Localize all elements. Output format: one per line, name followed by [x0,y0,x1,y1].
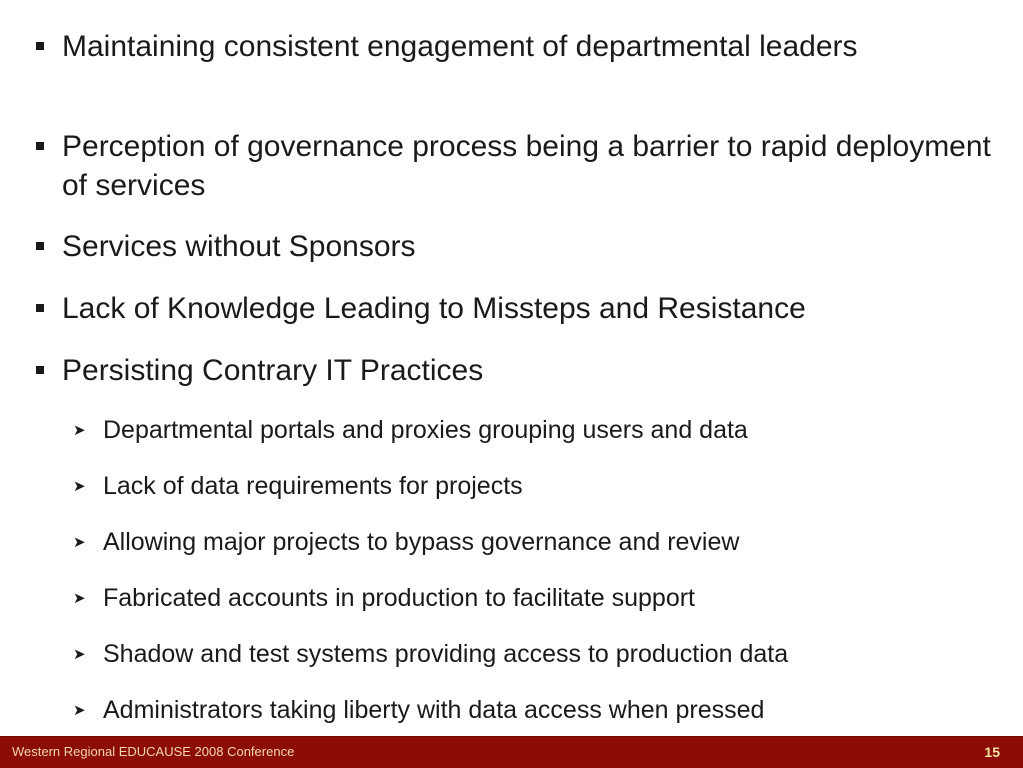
bullet-text: Maintaining consistent engagement of departmental leaders [62,30,858,63]
bullet-text: Lack of Knowledge Leading to Missteps and Resistance [62,292,806,325]
arrowhead-bullet-icon: ➤ [73,645,86,663]
bullet-item [62,27,1002,66]
conference-name: Western Regional EDUCAUSE 2008 Conference [12,744,295,759]
bullet-item [62,289,1002,328]
sub-bullet-text: Fabricated accounts in production to facilitate support [103,584,696,612]
arrowhead-bullet-icon: ➤ [73,701,86,719]
sub-bullet-text: Departmental portals and proxies grouping users and data [103,416,748,444]
bullet-item [62,127,1002,205]
square-bullet-icon [36,142,44,150]
bullet-text: Persisting Contrary IT Practices [62,354,484,387]
sub-bullet-item [73,582,1003,614]
square-bullet-icon [36,242,44,250]
sub-bullet-text: Shadow and test systems providing access to production data [103,640,789,668]
bullet-text: Services without Sponsors [62,230,416,263]
arrowhead-bullet-icon: ➤ [73,421,86,439]
bullet-item [62,351,1002,390]
sub-bullet-item [73,526,1003,558]
arrowhead-bullet-icon: ➤ [73,477,86,495]
sub-bullet-item [73,694,1003,726]
square-bullet-icon [36,304,44,312]
arrowhead-bullet-icon: ➤ [73,533,86,551]
sub-bullet-text: Allowing major projects to bypass governance and review [103,528,740,556]
sub-bullet-item [73,470,1003,502]
footer-bar [0,736,1023,768]
square-bullet-icon [36,366,44,374]
square-bullet-icon [36,42,44,50]
bullet-item [62,227,1002,266]
sub-bullet-text: Administrators taking liberty with data access when pressed [103,696,765,724]
page-number: 15 [984,744,1000,760]
sub-bullet-text: Lack of data requirements for projects [103,472,523,500]
bullet-text: Perception of governance process being a barrier to rapid deployment of services [62,130,991,202]
sub-bullet-item [73,414,1003,446]
sub-bullet-item [73,638,1003,670]
arrowhead-bullet-icon: ➤ [73,589,86,607]
